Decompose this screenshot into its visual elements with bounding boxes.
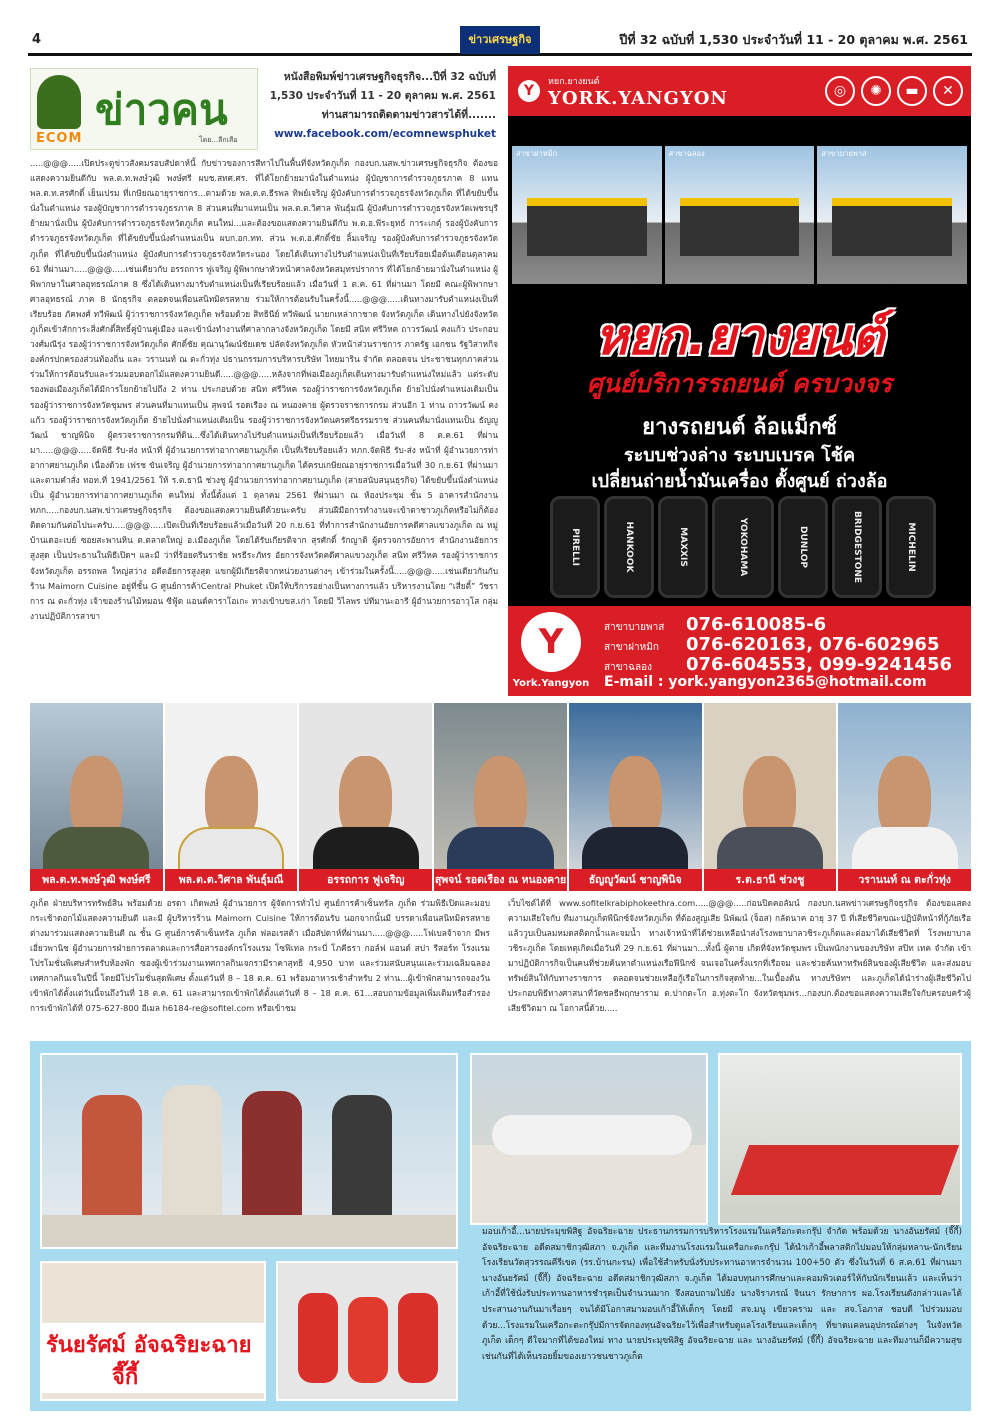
- portrait: [838, 703, 971, 891]
- tyre-brand: BRIDGESTONE: [852, 510, 862, 584]
- gallery-photo-chairs: [276, 1261, 458, 1401]
- branch-label: สาขาบายพาส: [821, 149, 867, 158]
- tyre-image: [550, 496, 600, 598]
- ad-subheadline: ศูนย์บริการรถยนต์ ครบวงจร: [586, 369, 893, 398]
- tyre-image: [604, 496, 654, 598]
- ad-top-bar: [508, 66, 971, 116]
- portrait: [299, 703, 432, 891]
- tyre-brand: MAXXIS: [678, 527, 688, 567]
- gallery-photo-visit: [40, 1053, 458, 1249]
- branch-label: สาขาฝาหมิก: [516, 149, 558, 158]
- york-logo-label: York.Yangyon: [512, 678, 590, 689]
- portrait: [30, 703, 163, 891]
- branch-photo: [512, 146, 662, 284]
- contact-phone[interactable]: 076-620163, 076-602965: [686, 634, 940, 655]
- ad-headline: หยก.ยางยนต์: [594, 308, 885, 366]
- contact-branch: สาขาฉลอง: [604, 662, 652, 673]
- intro-text: หนังสือพิมพ์ข่าวเศรษฐกิจธุรกิจ...ปีที่ 32 ฉบับที่ 1,530 ประจำวันที่ 11 - 20 ตุลาคม พ.ศ. 2561 ท่านสามารถติดตามข่าวสารได้ที่.......: [269, 71, 496, 121]
- logo-title: ข่าวคน: [95, 85, 228, 134]
- logo-ecom-text: ECOM: [36, 131, 83, 146]
- branch-label: สาขาฉลอง: [668, 149, 705, 158]
- contact-branch: สาขาบายพาส: [604, 622, 665, 633]
- tyre-icon: ◎: [825, 76, 855, 106]
- tools-icon: ✕: [933, 76, 963, 106]
- portrait: [704, 703, 837, 891]
- portrait-caption: วรานนท์ ณ ตะกั่วทุ่ง: [838, 869, 971, 891]
- portrait: [569, 703, 702, 891]
- column-logo: [30, 68, 258, 150]
- article-column-2a: ภูเก็ต ฝ่ายบริหารทรัพย์สิน พร้อมด้วย อรดา เกิดพงษ์ ผู้อำนวยการ ผู้จัดการทั่วไป ศูนย์การค้าเซ็นทรัล ภูเก็ต ร่วมพิธีเปิดและมอบกระเช้าดอกไม้แสดงความยินดี และมี ผู้บริหารร้าน Maimorn Cuisine ให้การต้อนรับ นอกจากนั้นมี บรรดาเพื่อนสนิทมิตรสหายต่างมาร่วมแสดงความยินดี ณ ชั้น G ศูนย์การค้าเซ็นทรัล ภูเก็ต ฟลอเรสต้า เมื่อสัปดาห์ที่ผ่านมา.....@@@.....โฟเบลจ้าจาก มีพร เอี่ยวพานิช ผู้อำนวยการฝ่ายการตลาดและการสื่อสารองค์กรโรงแรม โซฟิเทล กระบี่ โภคีธรา กอล์ฟ แอนด์ สปา รีสอร์ท โรงแรมโปรโมชั่นพิเศษสำหรับห้องพัก ซองผู้เข้าร่วมงานเทศกาลกินเจกรามีราคาสุทธิ 4,950 บาท และร่วมสนับสนุนและร่วมเฉลิมฉลองเทศกาลกินเจในปีนี้ โดยมีโปรโมชั่นสุดพิเศษ ตั้งแต่วันที่ 8 – 18 ต.ค. 61 พร้อมอาหารเช้าสำหรับ 2 ท่าน...ผู้เข้าพักสามารถจองวันเข้าพักได้ตั้งแต่วันนี้จนถึงวันที่ 18 ต.ค. 61 และสามารถเข้าพักได้ตั้งแต่วันที่ 8 – 18 ต.ค. 61...สอบถามข้อมูลเพิ่มเติมหรือสำรองการเข้าพักได้ที่ 075-627-800 อีเมล h6184-re@sofitel.com หรือเข้าชม: [30, 898, 490, 1013]
- rim-icon: ✺: [861, 76, 891, 106]
- york-logo-icon: Y: [521, 612, 581, 672]
- tyre-image: [832, 496, 882, 598]
- tyre-image: [778, 496, 828, 598]
- contact-email[interactable]: E-mail : york.yangyon2365@hotmail.com: [604, 674, 927, 690]
- portrait-caption: ร.ต.ธานี ช่วงชู: [704, 869, 837, 891]
- page-number: 4: [32, 32, 42, 47]
- portrait-caption: อรรถการ ฟูเจริญ: [299, 869, 432, 891]
- article-column-1: .....@@@.....เปิดประตูข่าวสังคมรอบสัปดาห์นี้ กับข่าวของการสีทาไปในพื้นที่จังหวัดภูเก็ต กองบก.นสพ.ข่าวเศรษฐกิจธุรกิจ ต้องขอแสดงความยินดีกับ พล.ต.ท.พงษ์วุฒิ พงษ์ศรี ผบช.สทศ.ศร. ที่ได้โยกย้ายมานั่งในตำแหน่ง ผู้บัญชาการตำรวจภูธรภาค 8 แทน พล.ต.ท.สรศักดิ์ เย็นเปรม ที่เกษียณอายุราชการ...ตามด้วย พล.ต.ต.ธีรพล ทิพย์เจริญ ผู้บังคับการตำรวจภูธรจังหวัดภูเก็ต ที่ได้ขยับขึ้นนั่งในตำแหน่ง รองผู้บัญชาการตำรวจภูธรภาค 8 ส่วนคนที่มาแทนเป็น พล.ต.ต.วิศาล พันธุ์มณี ผู้บังคับการตำรวจภูธรจังหวัดเพชรบุรี ย้ายมานั่งเป็น ผู้บังคับการตำรวจภูธรจังหวัดภูเก็ต คนใหม่...และต้องขอแสดงความยินดีกับ พ.ต.อ.พีระยุทธ์ การะเกตุ์ รองผู้บังคับการตำรวจภูธรจังหวัดภูเก็ต ที่ได้ขยับขึ้นนั่งตำแหน่งเป็น ผบก.อก.ทท. ส่วน พ.ต.อ.ศักดิ์ชัย ลิ้มเจริญ รองผู้บังคับการตำรวจภูธรจังหวัดภูเก็ต ที่ได้ขยับขึ้นนั่งตำแหน่ง ผู้บังคับการตำรวจภูธรจังหวัดระนอง โดยได้เดินทางไปรับตำแหน่งเป็นที่เรียบร้อยเมื่อต้นเดือนตุลาคม 61 ที่ผ่านมา.....@@@.....เช่นเดียวกับ อรรถการ ฟูเจริญ ผู้พิพากษาหัวหน้าศาลจังหวัดสมุทรปราการ ที่ได้โยกย้ายมานั่งในตำแหน่ง ผู้พิพากษาในศาลอุทธรณ์ภาค 8 ซึ่งได้เดินทางมารับตำแหน่งเป็นที่เรียบร้อยแล้ว เมื่อวันที่ 1 ต.ค. 61 ที่ผ่านมา โดยมี คณะผู้พิพากษาศาลอุทธรณ์ ภาค 8 นักธุรกิจ ตลอดจนเพื่อนสนิทมิตรสหาย ร่วมให้การต้อนรับในครั้งนี้.....@@@.....เดินทางมารับตำแหน่งเป็นที่เรียบร้อย ภัคพงศ์ ทวีพัฒน์ ผู้ว่าราชการจังหวัดภูเก็ต พร้อมด้วย สิทธินีย์ ทวีพัฒน์ นายกเหล่ากาชาด จังหวัดภูเก็ต เดินทางไปยังจังหวัดภูเก็ตเข้าสักการะสิ่งศักดิ์สิทธิ์คู่บ้านคู่เมือง และเข้านั่งทำงานที่ศาลากลางจังหวัดภูเก็ต โดยมี สนิท ศรีวิหค ถาวรวัฒน์ คงแก้ว ประกอบ วงศ์มณีรุ่ง รองผู้ว่าราชการจังหวัดภูเก็ต ศักดิ์ชัย คุณานุวัฒน์ชัยเดช ปลัดจังหวัดภูเก็ต หัวหน้าส่วนราชการ ภาครัฐ เอกชน รัฐวิสาหกิจ องค์กรปกครองส่วนท้องถิ่น และ วรานนท์ ณ ตะกั่วทุ่ง ปธานกรรมการบริหารบริษัท ไทยมาริน จำกัด ตลอดจน ประชาชนทุกภาคส่วนร่วมให้การต้อนรับและร่วมมอบดอกไม้แสดงความยินดี.....@@@.....หลังจากที่พ่อเมืองภูเก็ตเดินทางมารับตำแหน่งใหม่แล้ว แต่ระดับรองพ่อเมืองภูเก็ตได้มีการโยกย้ายไปถึง 2 ท่าน ประกอบด้วย สนิท ศรีวิหค รองผู้ว่าราชการจังหวัดภูเก็ต ย้ายไปนั่งตำแหน่งเดิมเป็น รองผู้ว่าราชการจังหวัดชุมพร ส่วนคนที่มาแทนเป็น สุพจน์ รอดเรือง ณ หนองคาย ผู้ตรวจราชการกรม ส่วนอีก 1 ท่าน ถาวรวัฒน์ คงแก้ว รองผู้ว่าราชการจังหวัดภูเก็ต ย้ายไปนั่งตำแหน่งเดิมเป็น รองผู้ว่าราชการจังหวัดนครศรีธรรมราช ส่วนคนที่มานั่งแทนเป็น ธัญญูวัฒน์ ชาญพินิจ ผู้ตรวจราชการกรมที่ดิน...ซึ่งได้เดินทางไปรับตำแหน่งเป็นที่เรียบร้อยแล้ว เมื่อวันที่ 8 ต.ค.61 ที่ผ่านมา.....@@@.....จัดพิธี รับ-ส่ง หน้าที่ ผู้อำนวยการท่าอากาศยานภูเก็ต เป็นที่เรียบร้อยแล้ว ทภก.จัดพิธี รับ-ส่ง หน้าที่ ผู้อำนวยการท่าอากาศยานภูเก็ต เนื่องด้วย เฟรช ขันเจริญ ผู้อำนวยการท่าอากาศยานภูเก็ต ได้ครบเกษียณอายุราชการเมื่อวันที่ 30 ก.ย.61 ที่ผ่านมา และตามคำสั่ง ทอท.ที่ 1941/2561 ให้ ร.ต.ธานี ช่วงชู ผู้อำนวยการท่าอากาศยานภูเก็ต (สายสนับสนุนธุรกิจ) ได้ขยับขึ้นนั่งตำแหน่งเป็น ผู้อำนวยการท่าอากาศยานภูเก็ต คนใหม่ ทั้งนี้ตั้งแต่ 1 ตุลาคม 2561 ที่ผ่านมา ณ ห้องประชุม ชั้น 5 อาคารสำนักงาน ทภก.....กองบก.นสพ.ข่าวเศรษฐกิจธุรกิจ ต้องขอแสดงความยินดีด้วยนะครับ ส่วนฝีมือการทำงานจะเข้าตาชาวภูเก็ตหรือไม่ก็ต้องติดตามกันต่อไปนะครับ.....@@@.....เปิดเป็นที่เรียบร้อยแล้วเมื่อวันที่ 20 ก.ย.61 ที่ทำการสำนักงานอัยการคดีศาลแขวงภูเก็ต ณ หมู่บ้านเดอะเบย์ ซอยสะพานหิน ต.ตลาดใหญ่ อ.เมืองภูเก็ต โดยได้รับเกียรติจาก สุรศักดิ์ รักญาติ ผู้ตรวจการอัยการ สำนักงานอัยการสูงสุด เป็นประธานในพิธีเปิดฯ และมี ว่าที่ร้อยตรีนราชัย พรธีระภัทร อัยการจังหวัดคดีศาลแขวงภูเก็ต สนิท ศรีวิหค รองผู้ว่าราชการจังหวัดภูเก็ต อรรถพล ใหญ่สว่าง อดีตอัยการสูงสุด แขกผู้มีเกียรติจากหน่วยงานต่างๆ เข้าร่วมในครั้งนี้.....@@@.....เช่นเดียวกันกับ ร้าน Maimorn Cuisine อยู่ที่ชั้น G ศูนย์การค้าCentral Phuket เปิดให้บริการอย่างเป็นทางการแล้ว บริหารงานโดย “เสี่ยตี้” วัชราการ ณ ตะกั่วทุ่ง เจ้าของร้านไม้หมอน ซีฟู้ด แอนด์คาราโอเกะ ทางเข้าบขส.เก่า โดยมี วิไลพร ปทีมานะอารี ผู้อำนวยการอาวุโส กลุ่มงานปฏิบัติการสาขา: [30, 158, 498, 621]
- ad-service-line-2: ระบบช่วงล่าง ระบบเบรค โช้ค: [623, 445, 856, 466]
- tyre-image: [712, 496, 774, 598]
- page-header: [28, 26, 972, 56]
- tyre-image: [886, 496, 936, 598]
- tyre-brand: YOKOHAMA: [738, 517, 748, 577]
- contact-branch: สาขาฝาหมิก: [604, 642, 659, 653]
- portrait-strip: [30, 703, 971, 891]
- facebook-link[interactable]: www.facebook.com/ecomnewsphuket: [274, 128, 496, 140]
- portrait: [434, 703, 567, 891]
- contact-phone[interactable]: 076-610085-6: [686, 614, 827, 635]
- tyre-brand: PIRELLI: [570, 528, 580, 566]
- branch-photo: [817, 146, 967, 284]
- column-intro: [264, 68, 496, 144]
- ad-brand-thai: หยก.ยางยนต์: [548, 76, 600, 87]
- ad-contact-box: [594, 606, 971, 696]
- branch-photos: [512, 146, 967, 284]
- article-column-2b: เว็บไซต์ได้ที่ www.sofitelkrabiphokeethra.com.....@@@.....ก่อนปิดคอลัมน์ กองบก.นสพข่าวเศรษฐกิจธุรกิจ ต้องขอแสดงความเสียใจกับ ทีมงานภูเก็ตพีนิกซ์จังหวัดภูเก็ต ที่ต้องสูญเสีย นิพัฒน์ (จ็อส) กลัดนาค อายุ 37 ปี ที่เสียชีวิตขณะปฏิบัติหน้าที่กู้ภัยเรือ แล้ววูบเป็นลมหมดสติตกน้ำและจมน้ำ ทางเจ้าหน้าที่ได้ช่วยเหลือนำส่งโรงพยาบาลวชิระภูเก็ตและต่อมาได้เสียชีวิตที่ โรงพยาบาลวชิระภูเก็ต โดยเหตุเกิดเมื่อวันที่ 29 ก.ย.61 ที่ผ่านมา...ทั้งนี้ ผู้ตาย เกิดที่จังหวัดชุมพร เป็นพนักงานของบริษัท สปิท เทค จำกัด เข้ามาปฏิบัติการกิจเป็นคนที่ช่วยค้นหาตำแหน่งเรือฟีนิกซ์ จนเจอในครั้งแรกที่เรือจม และช่วยค้นหาทรัพย์สินของผู้เสียชีวิต และส่งมอบทรัพย์สินให้กับทางราชการ ตลอดจนช่วยเหลือกู้เรือในการกิจสุดท้าย...ในเบื้องต้น ทางบริษัทฯ และภูเก็ตได้นำร่างผู้เสียชีวิตไปประกอบพิธีทางศาสนาที่วัดชลธีพฤกษาราม ต.ปากตะโก อ.ทุ่งตะโก จังหวัดชุมพร...กองบก.ต้องขอแสดงความเสียใจกับครอบครัวผู้เสียชีวิตมา ณ โอกาสนี้ด้วย.....: [508, 898, 971, 1013]
- tyre-brand: DUNLOP: [798, 526, 808, 568]
- portrait: [165, 703, 298, 891]
- tyre-image: [658, 496, 708, 598]
- portrait-caption: สุพจน์ รอดเรือง ณ หนองคาย: [434, 869, 567, 891]
- gallery-caption: มอบเก้าอี้...นายประมุขพิสิฐ อัจฉริยะฉาย ประธานกรรมการบริหารโรงแรมในเครือกะตะกรุ๊ป จำกัด พร้อมด้วย นางอันยรัศม์ (จี๊กี้) อัจฉริยะฉาย อดีตสมาชิกวุฒิสภา จ.ภูเก็ต และทีมงานโรงแรมในเครือกะตะกรุ๊ป ได้นำเก้าอี้พลาสติกไปมอบให้กลุ่มหลาน-นักเรียนโรงเรียนวัดสุวรรณคีรีเขต (รร.บ้านกะรน) เพื่อใช้สำหรับนั่งรับประทานอาหารจำนวน 100+50 ตัว ซึ่งในวันที่ 6 ส.ค.61 ที่ผ่านมา นางอันยรัศม์ (จี๊กี้) อัจฉริยะฉาย อดีตสมาชิกวุฒิสภา จ.ภูเก็ต ได้มอบทุนการศึกษาและคอมพิวเตอร์ให้กับนักเรียนแล้ว และเห็นว่า เก้าอี้ที่ใช้นั่งรับประทานอาหารชำรุดเป็นจำนวนมาก จึงสอบถามไปยัง นางจิราภรณ์ จินนา รักษาการ ผอ.โรงเรียนดังกล่าวและได้ประสานงานกันมาเรื่อยๆ จนได้มีโอกาสมามอบเก้าอี้ให้เด็กๆ โดยมี สจ.มนู เขียวคราม และ สจ.โอภาส ชอบดี ไปร่วมมอบด้วย...โรงแรมในเครือกะตะกรุ๊ปมีการจัดกองทุนอัจฉริยะไว้เพื่อสำหรับดูแลโรงเรียนและเด็กๆ ที่ขาดแคลนอุปกรณ์ต่างๆ ในจังหวัดภูเก็ต เด็กๆ ดีใจมากที่ได้ของใหม่ ทาง นายประมุขพิสิฐ อัจฉริยะฉาย และ นางอันยรัศม์ (จี๊กี้) อัจฉริยะฉาย และทีมงานก็มีความสุขเช่นกันที่ได้เห็นรอยยิ้มของเยาวชนชาวภูเก็ต: [482, 1227, 962, 1362]
- portrait-caption: ธัญญูวัฒน์ ชาญพินิจ: [569, 869, 702, 891]
- ad-brand-english: YORK.YANGYON: [548, 87, 728, 109]
- tyre-brand: HANKOOK: [624, 521, 634, 573]
- tyre-brand: MICHELIN: [906, 522, 916, 572]
- sign-name-text: รันยรัศม์ อัจฉริยะฉาย: [46, 1333, 252, 1358]
- tyre-lineup: [538, 496, 948, 601]
- reader-figure-icon: [37, 75, 81, 129]
- portrait-caption: พล.ต.ต.วิศาล พันธุ์มณี: [165, 869, 298, 891]
- ad-service-line-3: เปลี่ยนถ่ายน้ำมันเครื่อง ตั้งศูนย์ ถ่วงล้อ: [591, 471, 888, 492]
- branch-photo: [665, 146, 815, 284]
- y-logo-icon: Y: [518, 80, 540, 102]
- gallery-photo-dining-hall: [718, 1053, 962, 1225]
- york-yangyon-advertisement[interactable]: [508, 66, 971, 696]
- issue-info: ปีที่ 32 ฉบับที่ 1,530 ประจำวันที่ 11 - 20 ตุลาคม พ.ศ. 2561: [619, 31, 968, 47]
- contact-phone[interactable]: 076-604553, 099-9241456: [686, 654, 953, 675]
- sign-nickname-text: จี๊กี้: [112, 1365, 139, 1390]
- portrait-caption: พล.ต.ท.พงษ์วุฒิ พงษ์ศรี: [30, 869, 163, 891]
- gallery-photo-students-eating: [470, 1053, 708, 1225]
- logo-tagline: โดย...ลีกเสือ: [199, 136, 238, 144]
- gallery-photo-sign: [40, 1261, 266, 1401]
- car-icon: ▬: [897, 76, 927, 106]
- ad-service-line-1: ยางรถยนต์ ล้อแม็กซ์: [642, 415, 837, 440]
- masthead-logo: ข่าวเศรษฐกิจ: [460, 26, 540, 54]
